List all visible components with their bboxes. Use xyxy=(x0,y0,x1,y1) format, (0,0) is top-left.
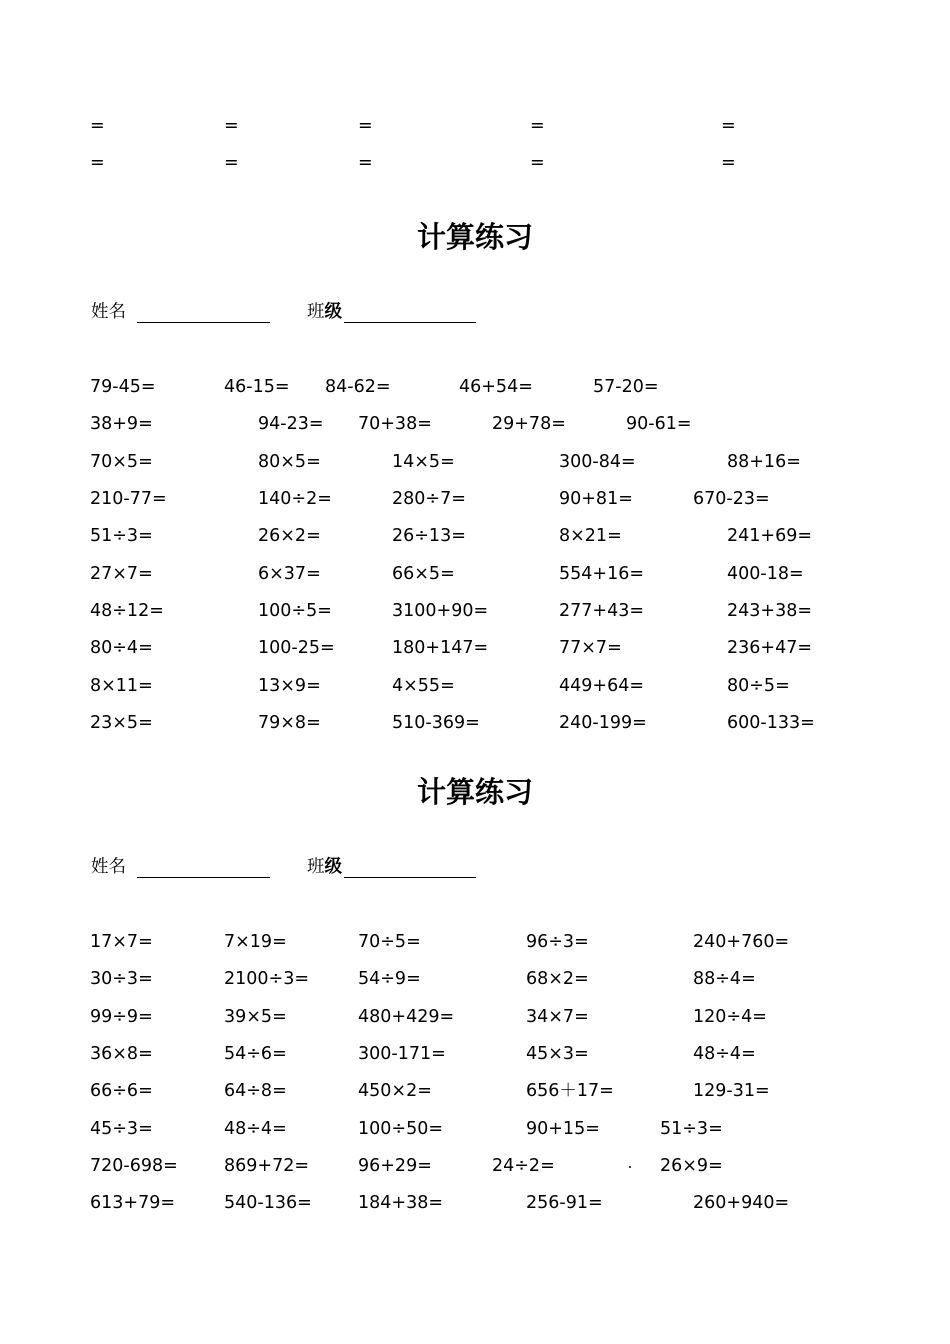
equals-sign: = xyxy=(90,153,105,173)
problem: 27×7= xyxy=(90,564,153,584)
problem: 236+47= xyxy=(727,638,812,658)
problem: 100÷50= xyxy=(358,1119,443,1139)
problem: 54÷6= xyxy=(224,1044,287,1064)
class-label: 班级 xyxy=(307,857,342,877)
problem: 260+940= xyxy=(693,1193,790,1213)
problem: 300-84= xyxy=(559,452,636,472)
stray-dot xyxy=(629,1166,631,1168)
problem: 70×5= xyxy=(90,452,153,472)
problem: 4×55= xyxy=(392,676,455,696)
problem: 77×7= xyxy=(559,638,622,658)
problem: 540-136= xyxy=(224,1193,312,1213)
problem: 80×5= xyxy=(258,452,321,472)
equals-sign: = xyxy=(224,153,239,173)
problem: 613+79= xyxy=(90,1193,175,1213)
problem: 26÷13= xyxy=(392,526,466,546)
problem: 600-133= xyxy=(727,713,815,733)
equals-sign: = xyxy=(358,116,373,136)
problem: 23×5= xyxy=(90,713,153,733)
problem: 90-61= xyxy=(626,414,692,434)
problem: 6×37= xyxy=(258,564,321,584)
problem: 48÷4= xyxy=(693,1044,756,1064)
problem: 54÷9= xyxy=(358,969,421,989)
problem: 39×5= xyxy=(224,1007,287,1027)
problem: 3100+90= xyxy=(392,601,489,621)
problem: 14×5= xyxy=(392,452,455,472)
equals-sign: = xyxy=(721,153,736,173)
problem: 84-62= xyxy=(325,377,391,397)
equals-sign: = xyxy=(90,116,105,136)
problem: 38+9= xyxy=(90,414,153,434)
problem: 51÷3= xyxy=(90,526,153,546)
problem: 300-171= xyxy=(358,1044,446,1064)
problem: 88÷4= xyxy=(693,969,756,989)
problem: 720-698= xyxy=(90,1156,178,1176)
problem: 79×8= xyxy=(258,713,321,733)
equals-sign: = xyxy=(358,153,373,173)
problem: 400-18= xyxy=(727,564,804,584)
equals-sign: = xyxy=(224,116,239,136)
problem: 70÷5= xyxy=(358,932,421,952)
problem: 869+72= xyxy=(224,1156,309,1176)
problem: 140÷2= xyxy=(258,489,332,509)
problem: 17×7= xyxy=(90,932,153,952)
problem: 7×19= xyxy=(224,932,287,952)
problem: 80÷4= xyxy=(90,638,153,658)
problem: 240-199= xyxy=(559,713,647,733)
class-input-line[interactable] xyxy=(344,322,476,323)
problem: 554+16= xyxy=(559,564,644,584)
problem: 99÷9= xyxy=(90,1007,153,1027)
problem: 66÷6= xyxy=(90,1081,153,1101)
problem: 26×2= xyxy=(258,526,321,546)
problem: 45×3= xyxy=(526,1044,589,1064)
problem: 94-23= xyxy=(258,414,324,434)
equals-sign: = xyxy=(530,153,545,173)
equals-sign: = xyxy=(721,116,736,136)
problem: 34×7= xyxy=(526,1007,589,1027)
problem: 2100÷3= xyxy=(224,969,309,989)
problem: 243+38= xyxy=(727,601,812,621)
problem: 241+69= xyxy=(727,526,812,546)
problem: 8×11= xyxy=(90,676,153,696)
problem: 24÷2= xyxy=(492,1156,555,1176)
problem: 30÷3= xyxy=(90,969,153,989)
problem: 8×21= xyxy=(559,526,622,546)
problem: 13×9= xyxy=(258,676,321,696)
problem: 100-25= xyxy=(258,638,335,658)
problem: 450×2= xyxy=(358,1081,432,1101)
problem: 48÷4= xyxy=(224,1119,287,1139)
problem: 64÷8= xyxy=(224,1081,287,1101)
problem: 46+54= xyxy=(459,377,533,397)
problem: 26×9= xyxy=(660,1156,723,1176)
problem: 656＋17= xyxy=(526,1081,614,1101)
problem: 510-369= xyxy=(392,713,480,733)
problem: 45÷3= xyxy=(90,1119,153,1139)
equals-sign: = xyxy=(530,116,545,136)
problem: 256-91= xyxy=(526,1193,603,1213)
problem: 96÷3= xyxy=(526,932,589,952)
problem: 70+38= xyxy=(358,414,432,434)
problem: 68×2= xyxy=(526,969,589,989)
problem: 120÷4= xyxy=(693,1007,767,1027)
section-title: 计算练习 xyxy=(416,775,533,809)
section-title: 计算练习 xyxy=(416,220,533,254)
problem: 277+43= xyxy=(559,601,644,621)
problem: 88+16= xyxy=(727,452,801,472)
problem: 57-20= xyxy=(593,377,659,397)
problem: 210-77= xyxy=(90,489,167,509)
name-label: 姓名 xyxy=(91,302,126,322)
problem: 670-23= xyxy=(693,489,770,509)
problem: 29+78= xyxy=(492,414,566,434)
problem: 79-45= xyxy=(90,377,156,397)
problem: 90+81= xyxy=(559,489,633,509)
problem: 80÷5= xyxy=(727,676,790,696)
problem: 184+38= xyxy=(358,1193,443,1213)
name-input-line[interactable] xyxy=(137,322,270,323)
problem: 280÷7= xyxy=(392,489,466,509)
problem: 100÷5= xyxy=(258,601,332,621)
problem: 46-15= xyxy=(224,377,290,397)
problem: 36×8= xyxy=(90,1044,153,1064)
problem: 129-31= xyxy=(693,1081,770,1101)
problem: 449+64= xyxy=(559,676,644,696)
problem: 51÷3= xyxy=(660,1119,723,1139)
problem: 96+29= xyxy=(358,1156,432,1176)
problem: 180+147= xyxy=(392,638,489,658)
problem: 66×5= xyxy=(392,564,455,584)
class-input-line[interactable] xyxy=(344,877,476,878)
problem: 48÷12= xyxy=(90,601,164,621)
problem: 90+15= xyxy=(526,1119,600,1139)
class-label: 班级 xyxy=(307,302,342,322)
name-label: 姓名 xyxy=(91,857,126,877)
problem: 240+760= xyxy=(693,932,790,952)
problem: 480+429= xyxy=(358,1007,455,1027)
name-input-line[interactable] xyxy=(137,877,270,878)
